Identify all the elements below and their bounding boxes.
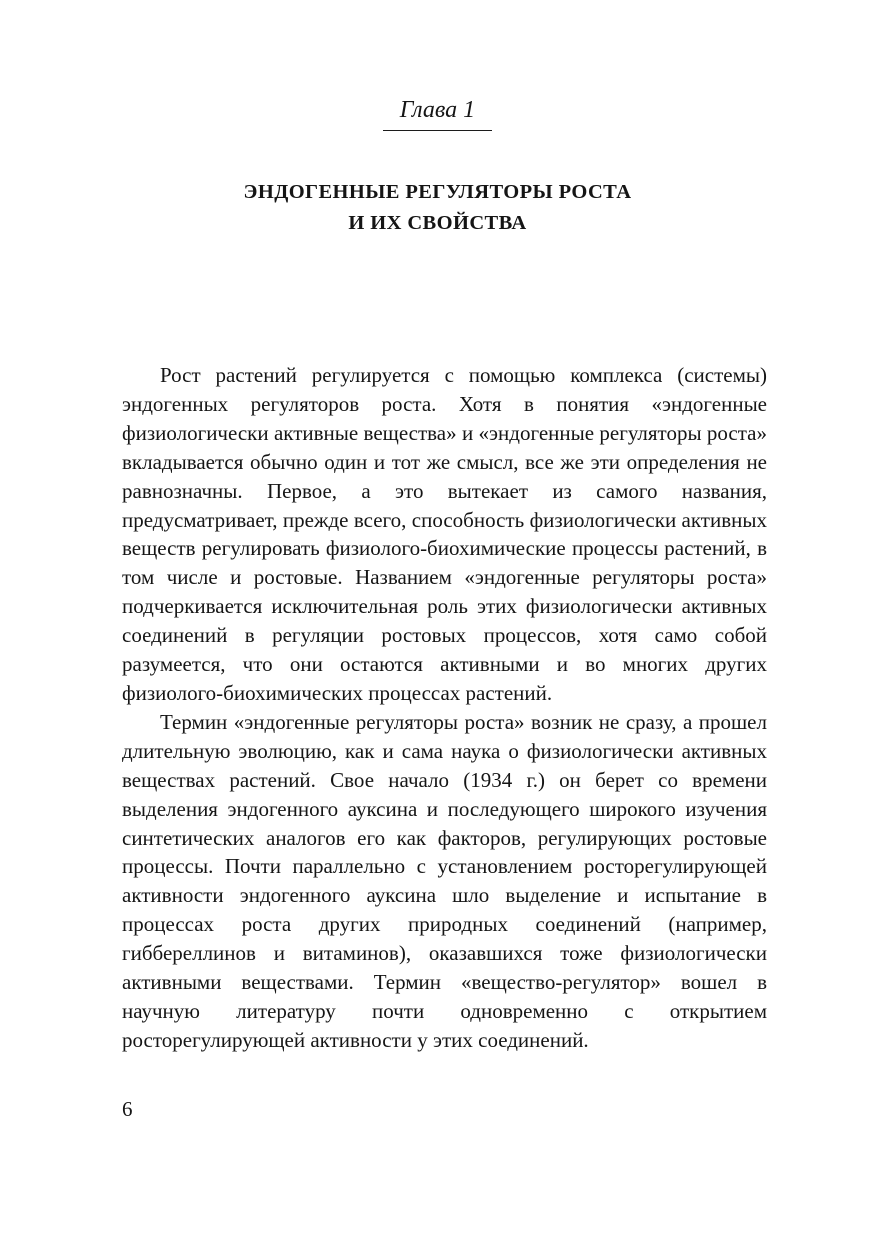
paragraph: Термин «эндогенные регуляторы роста» возник не сразу, а прошел длительную эволюцию, как и сама наука о физиологически активных веществах растений. Свое начало (1934 г.) он берет со времени выделения эндогенного ауксина и последующего широкого изучения синтетических аналогов его как факторов, регулирующих ростовые процессы. Почти параллельно с установлением росторегулирующей активности эндогенного ауксина шло выделение и испытание в процессах роста других природных соединений (например, гиббереллинов и витаминов), оказавшихся тоже физиологически активными веществами. Термин «вещество-регулятор» вошел в научную литературу почти одновременно с открытием росторегулирующей активности у этих соединений. bbox=[122, 709, 767, 1052]
page-number: 6 bbox=[122, 1097, 133, 1121]
paragraph: Рост растений регулируется с помощью комплекса (системы) эндогенных регуляторов роста. Хотя в понятия «эндогенные физиологически активные вещества» и «эндогенные регуляторы роста» вкладывается обычно один и тот же смысл, все же эти определения не равнозначны. Первое, а это вытекает из самого названия, предусматривает, прежде всего, способность физиологически активных веществ регулировать физиолого-биохимические процессы растений, в том числе и ростовые. Названием «эндогенные регуляторы роста» подчеркивается исключительная роль этих физиологически активных соединений в регуляции ростовых процессов, хотя само собой разумеется, что они остаются активными и во многих других физиолого-биохимических процессах растений. bbox=[122, 363, 767, 705]
chapter-heading bbox=[0, 97, 875, 131]
page-title bbox=[0, 177, 875, 239]
body-text bbox=[122, 361, 767, 1055]
title-line-1: ЭНДОГЕННЫЕ РЕГУЛЯТОРЫ РОСТА bbox=[243, 181, 632, 203]
title-line-2: И ИХ СВОЙСТВА bbox=[348, 212, 527, 234]
chapter-label: Глава 1 bbox=[383, 97, 492, 131]
